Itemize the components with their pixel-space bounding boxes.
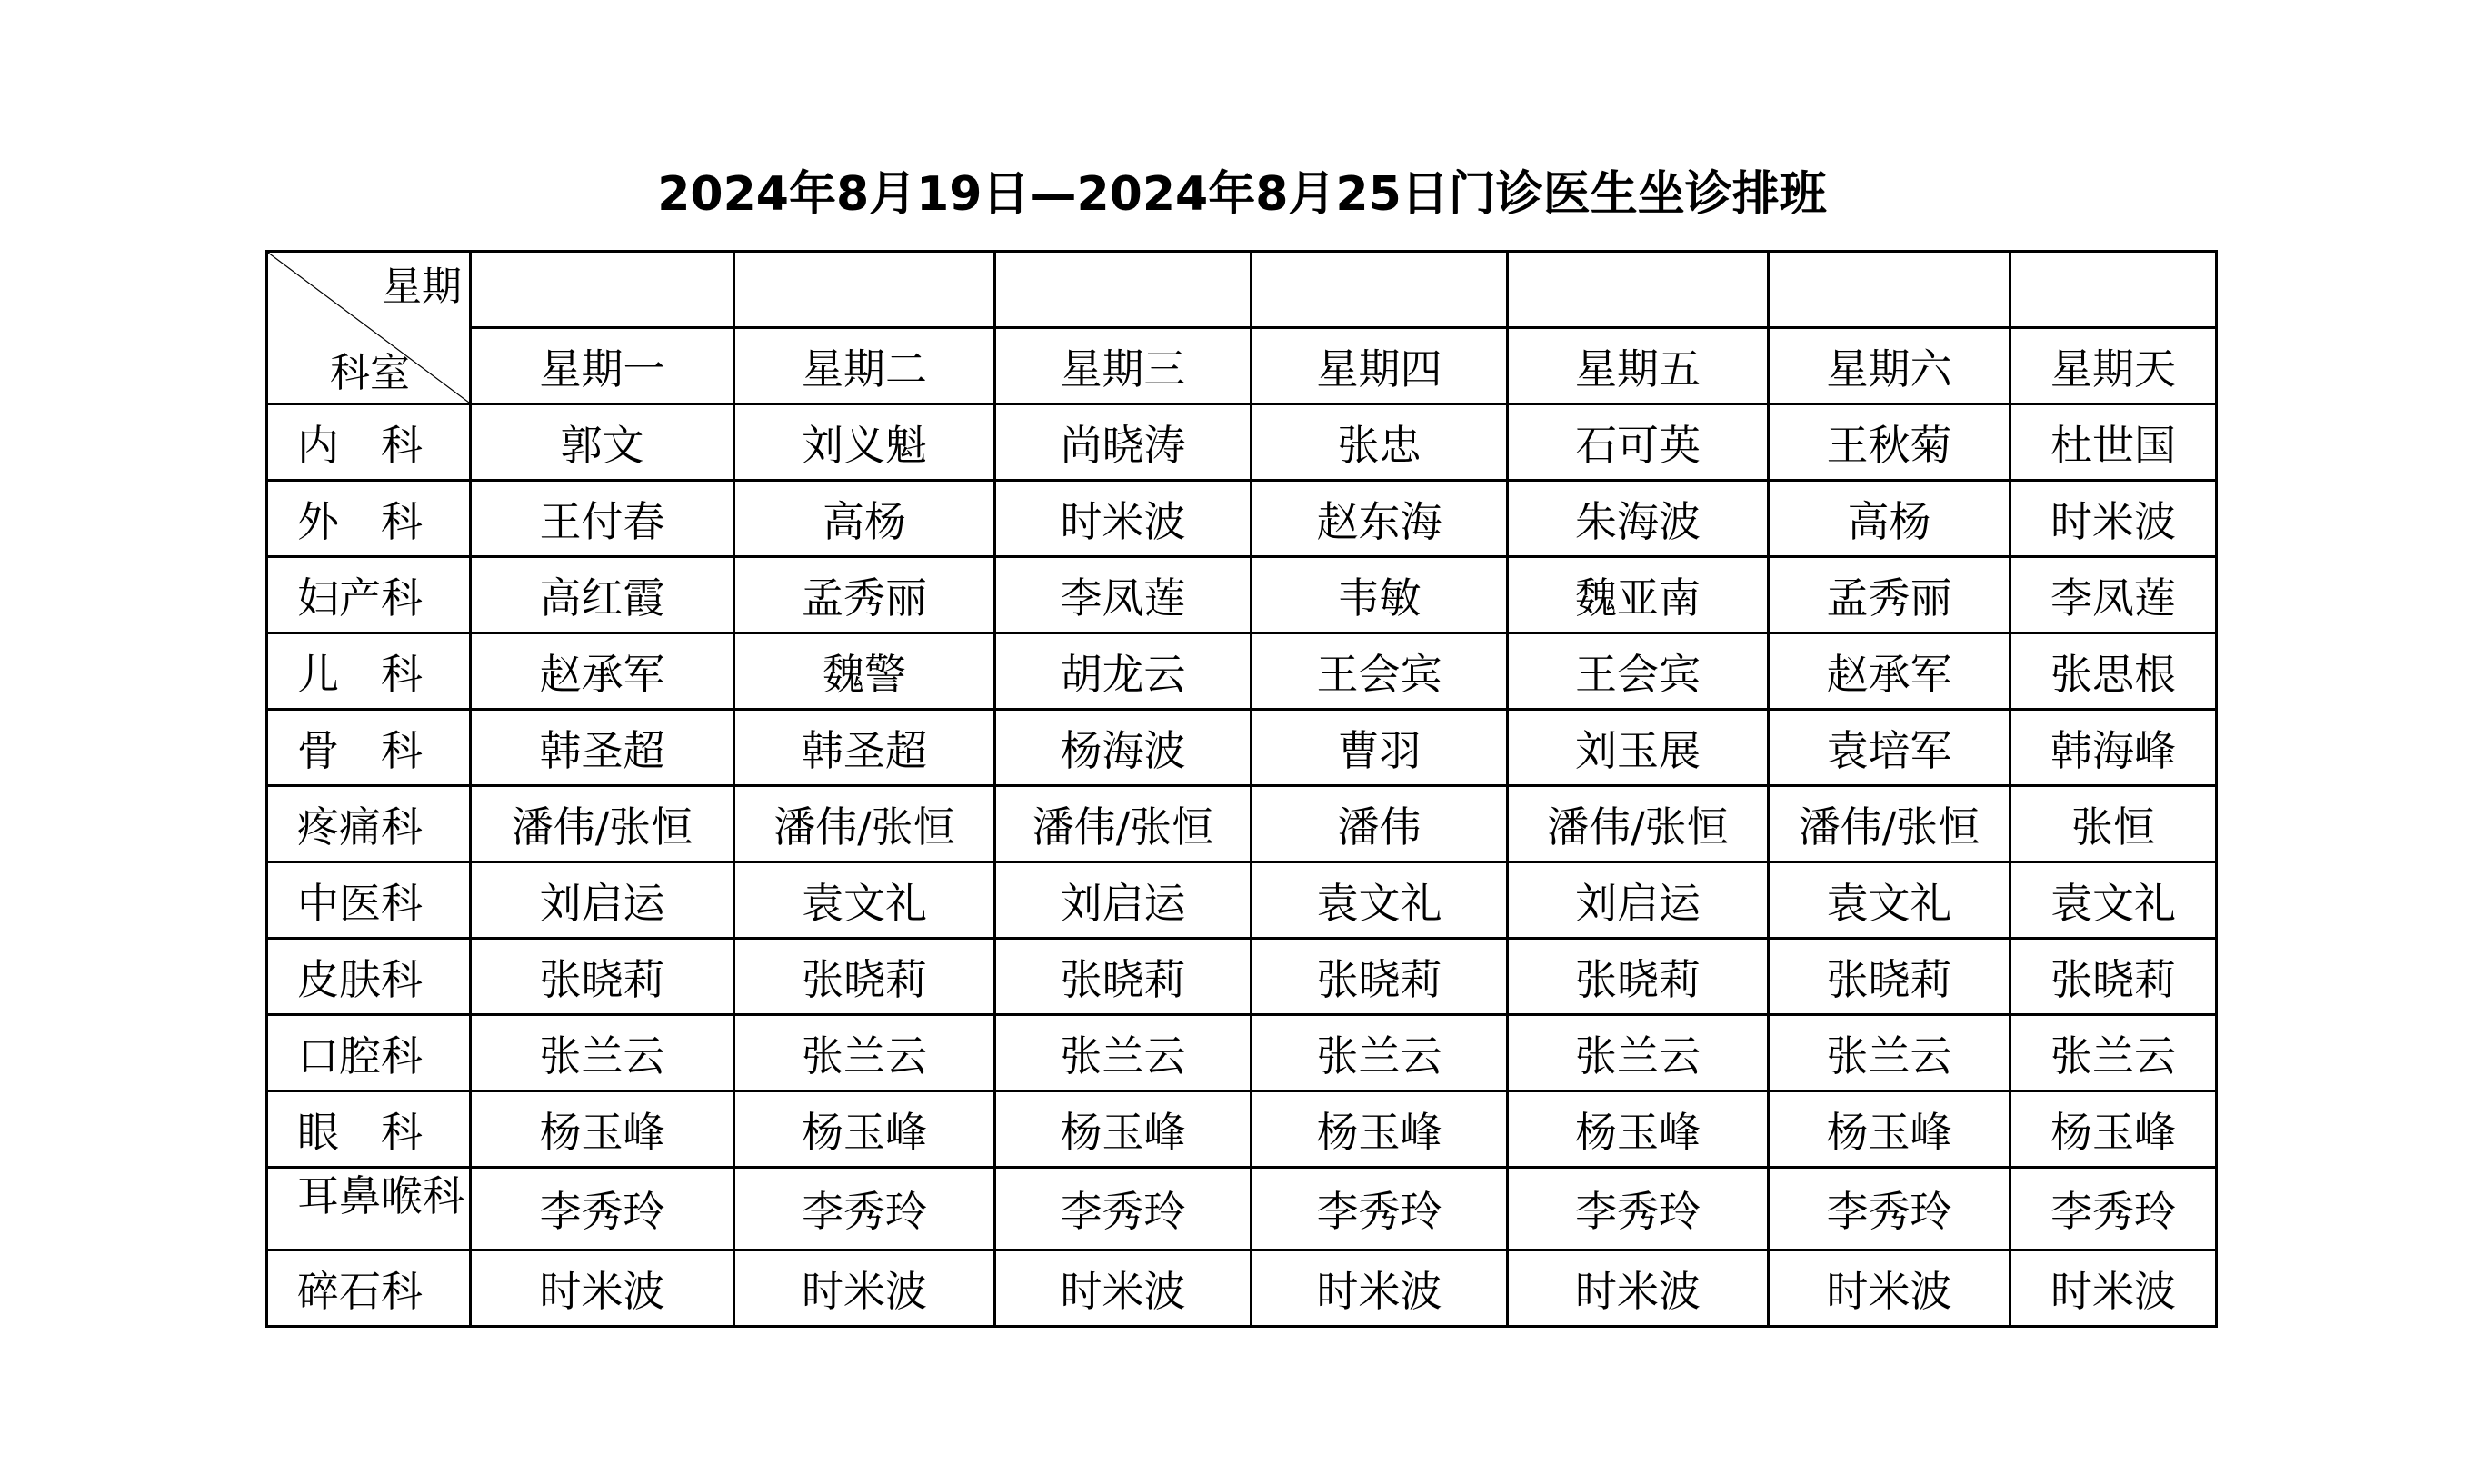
doctor-cell: 韩圣超 [734,710,995,786]
doctor-cell: 张兰云 [471,1015,734,1091]
doctor-cell: 张恒 [2010,786,2217,862]
doctor-cell: 时米波 [1508,1250,1769,1327]
doctor-cell: 时米波 [995,481,1252,557]
doctor-cell: 胡龙云 [995,633,1252,710]
day-header-tue: 星期二 [734,328,995,404]
doctor-cell: 高杨 [734,481,995,557]
department-cell: 中医科 [267,862,471,939]
doctor-cell: 杨玉峰 [1769,1091,2010,1168]
department-label: 耳鼻喉科 [297,1171,464,1220]
doctor-cell: 尚晓涛 [995,404,1252,481]
doctor-cell: 潘伟 [1252,786,1508,862]
doctor-cell: 袁文礼 [1769,862,2010,939]
doctor-cell: 石可英 [1508,404,1769,481]
blank-header-cell [2010,252,2217,328]
day-header-mon: 星期一 [471,328,734,404]
doctor-cell: 张晓莉 [471,939,734,1015]
doctor-cell: 时米波 [734,1250,995,1327]
doctor-cell: 杜世国 [2010,404,2217,481]
doctor-cell: 杨玉峰 [1508,1091,1769,1168]
doctor-cell: 杨玉峰 [995,1091,1252,1168]
doctor-cell: 韩圣超 [471,710,734,786]
blank-header-cell [1769,252,2010,328]
department-cell: 妇产科 [267,557,471,633]
doctor-cell: 张思根 [2010,633,2217,710]
doctor-cell: 张晓莉 [1252,939,1508,1015]
corner-header-cell [267,252,471,404]
doctor-cell: 李秀玲 [2010,1168,2217,1250]
doctor-cell: 李秀玲 [995,1168,1252,1250]
doctor-cell: 张兰云 [2010,1015,2217,1091]
table-row [267,1015,2217,1091]
doctor-cell: 刘义魁 [734,404,995,481]
doctor-cell: 杨玉峰 [1252,1091,1508,1168]
department-cell: 骨 科 [267,710,471,786]
table-row [267,786,2217,862]
doctor-cell: 曹羽 [1252,710,1508,786]
corner-day-label: 星期 [382,264,462,310]
doctor-cell: 高杨 [1769,481,2010,557]
doctor-cell: 王会宾 [1508,633,1769,710]
table-row [267,481,2217,557]
blank-header-cell [734,252,995,328]
day-header-sat: 星期六 [1769,328,2010,404]
doctor-cell: 王秋菊 [1769,404,2010,481]
day-header-sun: 星期天 [2010,328,2217,404]
doctor-cell: 刘玉展 [1508,710,1769,786]
table-row [267,710,2217,786]
table-row [267,939,2217,1015]
department-cell: 儿 科 [267,633,471,710]
doctor-cell: 王付春 [471,481,734,557]
schedule-table [265,250,2218,1328]
doctor-cell: 王会宾 [1252,633,1508,710]
doctor-cell: 袁文礼 [2010,862,2217,939]
table-row [267,557,2217,633]
table-row [267,1250,2217,1327]
department-cell: 碎石科 [267,1250,471,1327]
doctor-cell: 李秀玲 [734,1168,995,1250]
doctor-cell: 赵东海 [1252,481,1508,557]
blank-header-cell [471,252,734,328]
doctor-cell: 杨玉峰 [471,1091,734,1168]
table-row [267,1168,2217,1250]
doctor-cell: 李凤莲 [2010,557,2217,633]
doctor-cell: 袁培军 [1769,710,2010,786]
doctor-cell: 魏亚南 [1508,557,1769,633]
doctor-cell: 李秀玲 [1769,1168,2010,1250]
doctor-cell: 张晓莉 [1769,939,2010,1015]
day-header-fri: 星期五 [1508,328,1769,404]
doctor-cell: 赵承军 [1769,633,2010,710]
page-title: 2024年8月19日—2024年8月25日门诊医生坐诊排班 [657,167,1827,222]
doctor-cell: 张晓莉 [734,939,995,1015]
doctor-cell: 时米波 [2010,1250,2217,1327]
department-cell: 皮肤科 [267,939,471,1015]
doctor-cell: 韩海峰 [2010,710,2217,786]
doctor-cell: 张兰云 [995,1015,1252,1091]
doctor-cell: 张兰云 [1769,1015,2010,1091]
doctor-cell: 孟秀丽 [734,557,995,633]
day-header-thu: 星期四 [1252,328,1508,404]
doctor-cell: 杨玉峰 [2010,1091,2217,1168]
table-row [267,404,2217,481]
table-row [267,633,2217,710]
doctor-cell: 李秀玲 [1508,1168,1769,1250]
doctor-cell: 时米波 [2010,481,2217,557]
table-row [267,1091,2217,1168]
doctor-cell: 张晓莉 [2010,939,2217,1015]
corner-dept-label: 科室 [330,350,410,396]
blank-header-cell [995,252,1252,328]
day-header-wed: 星期三 [995,328,1252,404]
doctor-cell: 朱海波 [1508,481,1769,557]
doctor-cell: 李凤莲 [995,557,1252,633]
doctor-cell: 时米波 [1252,1250,1508,1327]
doctor-cell: 赵承军 [471,633,734,710]
doctor-cell: 潘伟/张恒 [471,786,734,862]
doctor-cell: 潘伟/张恒 [1769,786,2010,862]
doctor-cell: 潘伟/张恒 [1508,786,1769,862]
doctor-cell: 李秀玲 [471,1168,734,1250]
department-cell: 眼 科 [267,1091,471,1168]
blank-header-cell [1252,252,1508,328]
doctor-cell: 张忠 [1252,404,1508,481]
doctor-cell: 袁文礼 [734,862,995,939]
doctor-cell: 孟秀丽 [1769,557,2010,633]
doctor-cell: 张晓莉 [995,939,1252,1015]
doctor-cell: 张晓莉 [1508,939,1769,1015]
doctor-cell: 刘启运 [995,862,1252,939]
header-row-days [267,328,2217,404]
doctor-cell: 潘伟/张恒 [995,786,1252,862]
doctor-cell: 张兰云 [1508,1015,1769,1091]
doctor-cell: 时米波 [995,1250,1252,1327]
department-cell: 内 科 [267,404,471,481]
doctor-cell: 刘启运 [471,862,734,939]
blank-header-cell [1508,252,1769,328]
doctor-cell: 时米波 [1769,1250,2010,1327]
doctor-cell: 李秀玲 [1252,1168,1508,1250]
doctor-cell: 高红霞 [471,557,734,633]
doctor-cell: 杨玉峰 [734,1091,995,1168]
doctor-cell: 魏警 [734,633,995,710]
department-cell: 疼痛科 [267,786,471,862]
department-cell: 外 科 [267,481,471,557]
doctor-cell: 潘伟/张恒 [734,786,995,862]
department-cell: 口腔科 [267,1015,471,1091]
header-row-blank [267,252,2217,328]
doctor-cell: 韦敏 [1252,557,1508,633]
doctor-cell: 刘启运 [1508,862,1769,939]
doctor-cell: 时米波 [471,1250,734,1327]
department-cell [267,1168,471,1250]
doctor-cell: 张兰云 [1252,1015,1508,1091]
doctor-cell: 杨海波 [995,710,1252,786]
doctor-cell: 郭文 [471,404,734,481]
doctor-cell: 张兰云 [734,1015,995,1091]
table-row [267,862,2217,939]
doctor-cell: 袁文礼 [1252,862,1508,939]
